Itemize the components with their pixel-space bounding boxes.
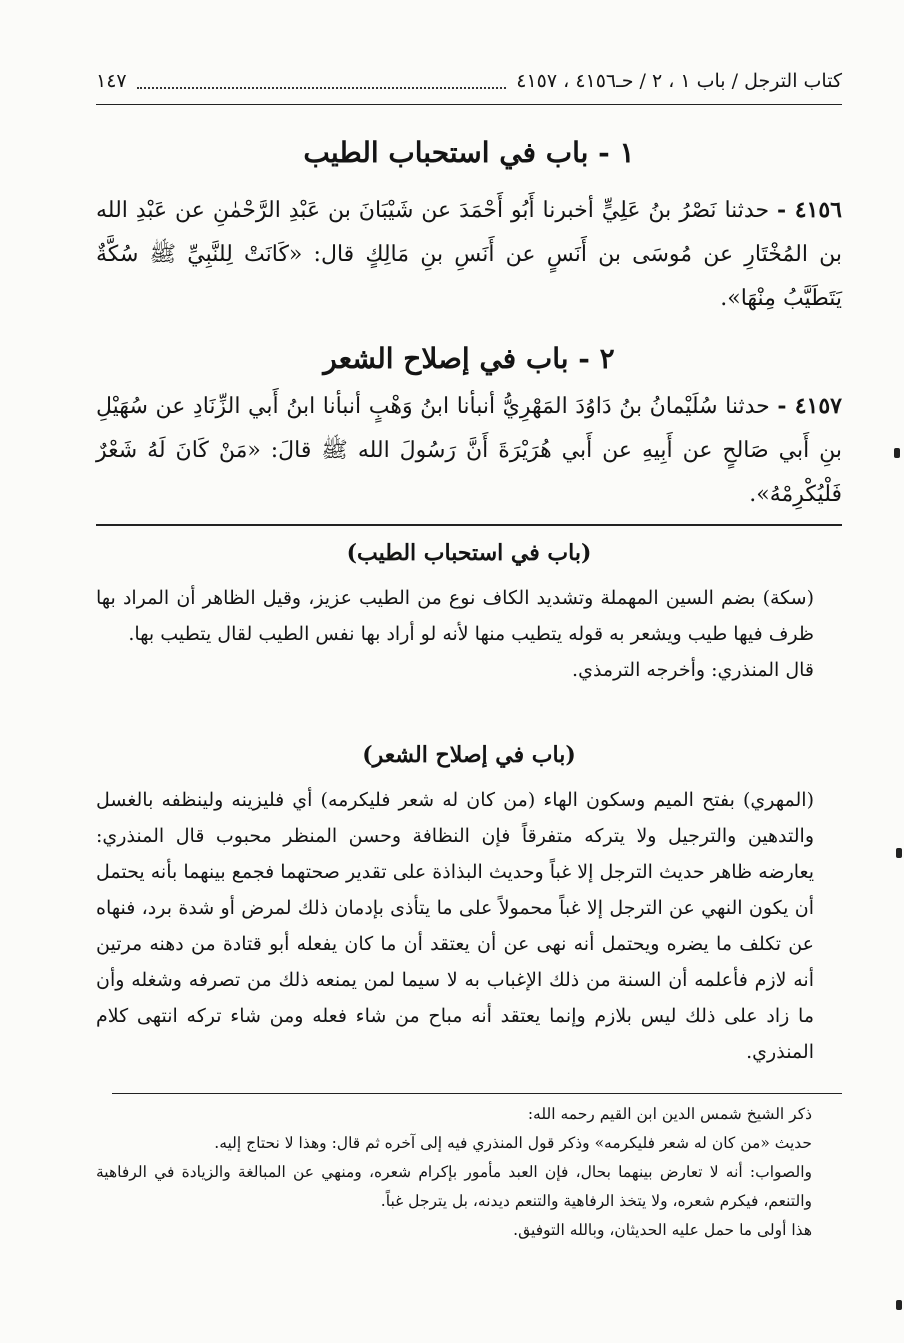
hadith-text: حدثنا نَصْرُ بنُ عَلِيٍّ أخبرنا أَبُو أَحْمَدَ عن شَيْبَانَ بن عَبْدِ الرَّحْمٰنِ عن عَبْدِ الله بن المُخْتَارِ عن مُوسَى بن أَنَسٍ عن أَنَسِ بنِ مَالِكٍ قال: «كَانَتْ لِلنَّبِيِّ ﷺ سُكَّةٌ يَتَطَيَّبُ مِنْهَا». [96, 198, 842, 311]
commentary-heading-2: (باب في إصلاح الشعر) [362, 742, 576, 768]
margin-mark [896, 848, 902, 858]
footnote-line: هذا أولى ما حمل عليه الحديثان، وبالله التوفيق. [513, 1221, 812, 1239]
header-rule [96, 104, 842, 105]
commentary-rule [96, 524, 842, 526]
commentary-paragraph: قال المنذري: وأخرجه الترمذي. [572, 659, 814, 681]
dot-leader [137, 73, 507, 89]
hadith-4157 [96, 384, 842, 517]
hadith-4156 [96, 188, 842, 321]
commentary-paragraph: (سكة) بضم السين المهملة وتشديد الكاف نوع من الطيب عزيز، وقيل الظاهر أن المراد بها ظرف فيها طيب ويشعر به قوله يتطيب منها لأنه لو أراد بها نفس الطيب لقال يتطيب بها. [96, 587, 814, 645]
commentary-block-2 [96, 782, 842, 1070]
footnote-line: والصواب: أنه لا تعارض بينهما بحال، فإن العبد مأمور بإكرام شعره، ومنهي عن المبالغة والزيادة في الرفاهية والتنعم، فيكرم شعره، ولا يتخذ الرفاهية والتنعم ديدنه، بل يترجل غباً. [96, 1163, 812, 1210]
margin-mark [896, 1300, 902, 1310]
chapter-heading-2: ٢ - باب في إصلاح الشعر [323, 342, 615, 375]
chapter-heading-1: ١ - باب في استحباب الطيب [303, 136, 635, 169]
commentary-paragraph: (المهري) بفتح الميم وسكون الهاء (من كان له شعر فليكرمه) أي فليزينه ولينظفه بالغسل والتدهين والترجيل ولا يتركه متفرقاً فإن النظافة وحسن المنظر محبوب قال المنذري: يعارضه ظاهر حديث الترجل إلا غباً وحديث البذاذة على تقدير صحتهما فجمع بينهما بأنه يحتمل أن يكون النهي عن الترجل إلا غباً محمولاً على ما يتأذى بإدمان ذلك لمرض أو شدة برد، فنهاه عن تكلف ما يضره ويحتمل أنه نهى عن أن يعتقد أن ما كان يفعله أبو قتادة من دهنه مرتين أنه لازم فأعلمه أن السنة من ذلك الإغباب به لا سيما لمن يمنعه ذلك من تصرفه وشغله وأن ما زاد على ذلك ليس بلازم وإنما يعتقد أنه مباح من شاء فعله ومن شاء تركه انتهى كلام المنذري. [96, 789, 814, 1063]
footnote-line: ذكر الشيخ شمس الدين ابن القيم رحمه الله: [527, 1105, 812, 1123]
hadith-number: ٤١٥٧ - [777, 393, 842, 419]
commentary-heading-1: (باب في استحباب الطيب) [346, 540, 592, 566]
running-title: كتاب الترجل / باب ١ ، ٢ / حـ٤١٥٦ ، ٤١٥٧ [516, 70, 842, 92]
hadith-text: حدثنا سُلَيْمانُ بنُ دَاوُدَ المَهْرِيُّ أنبأنا ابنُ وَهْبٍ أنبأنا ابنُ أَبي الزِّنَادِ عن سُهَيْلِ بنِ أَبي صَالحٍ عن أَبِيهِ عن أَبي هُرَيْرَةَ أَنَّ رَسُولَ الله ﷺ قالَ: «مَنْ كَانَ لَهُ شَعْرٌ فَلْيُكْرِمْهُ». [96, 394, 842, 507]
commentary-block-1 [96, 580, 842, 688]
running-header [96, 66, 842, 96]
footnote-block [96, 1100, 842, 1245]
footnote-line: حديث «من كان له شعر فليكرمه» وذكر قول المنذري فيه إلى آخره ثم قال: وهذا لا نحتاج إليه. [214, 1134, 812, 1152]
margin-mark [894, 448, 900, 458]
footnote-rule [112, 1093, 842, 1094]
hadith-number: ٤١٥٦ - [777, 197, 842, 223]
page-number: ١٤٧ [96, 70, 127, 92]
